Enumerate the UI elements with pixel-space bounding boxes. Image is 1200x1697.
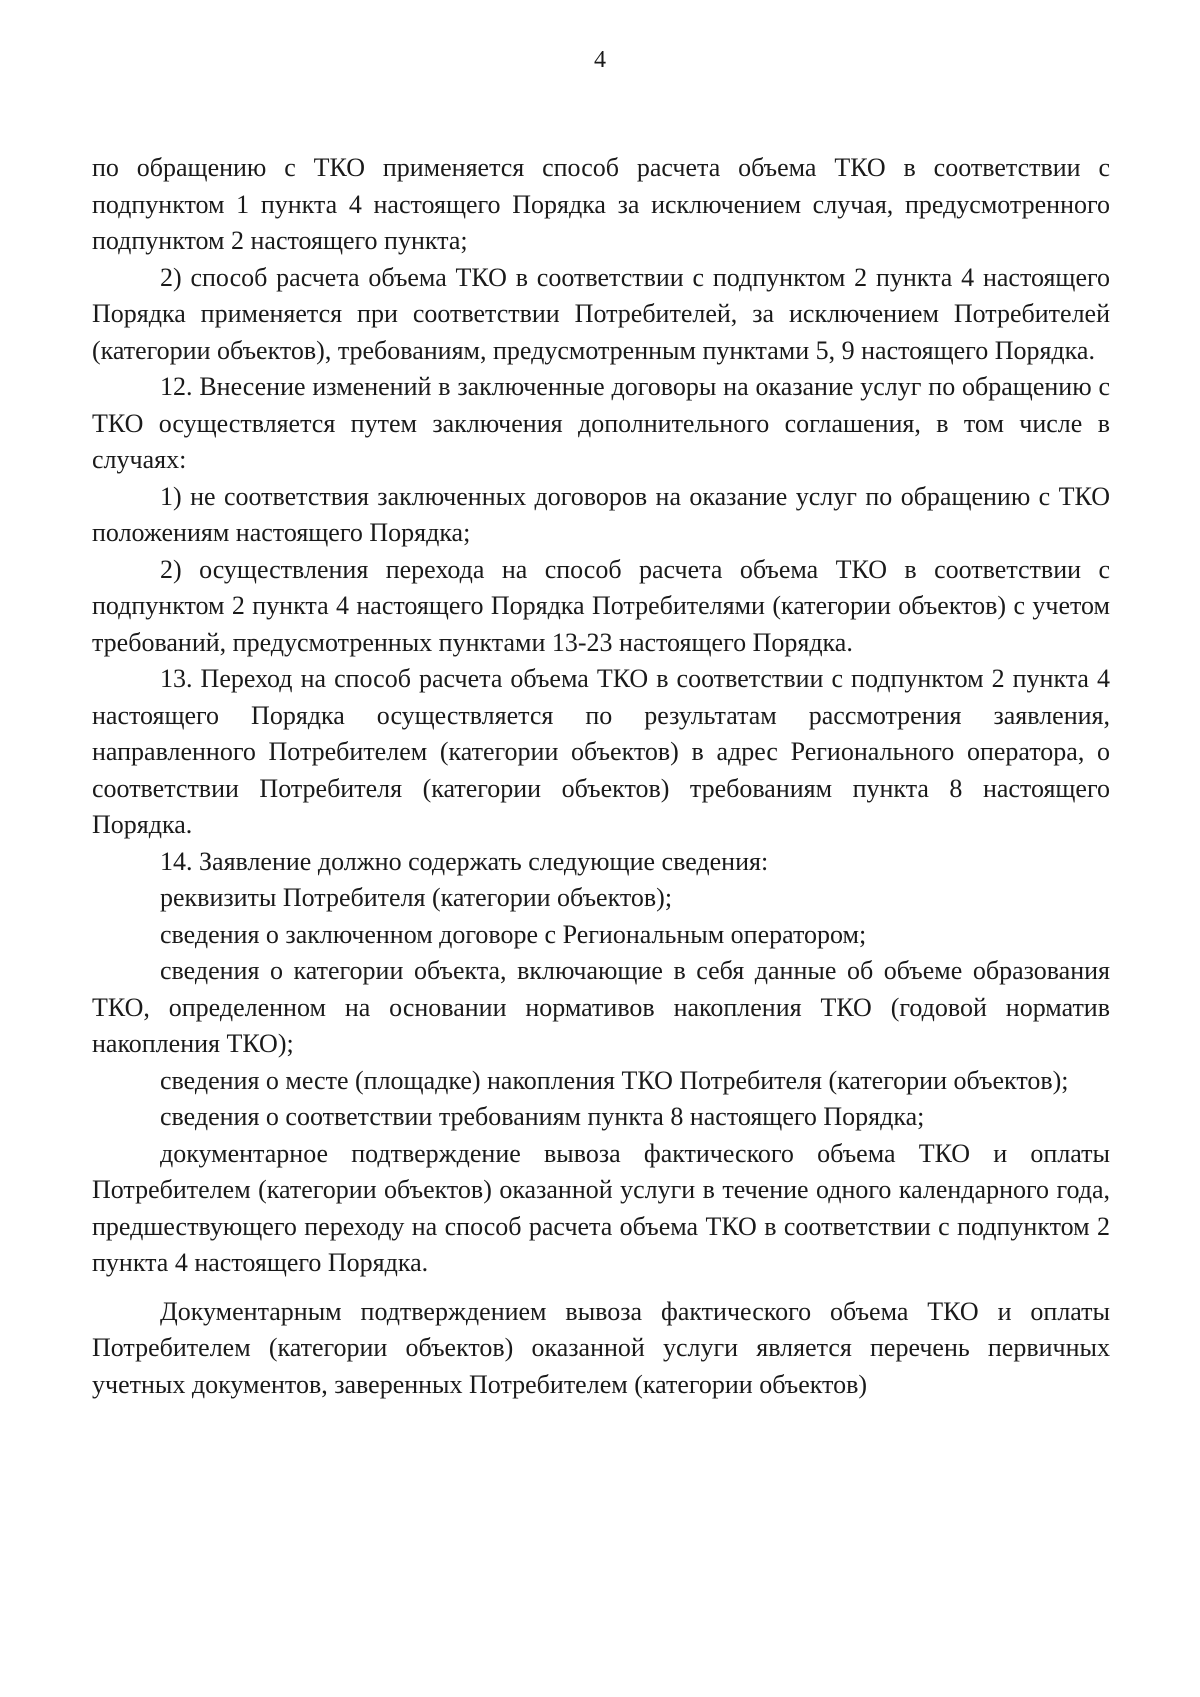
list-item-contract-info: сведения о заключенном договоре с Региональным оператором; [160,919,867,949]
list-item-site-info: сведения о месте (площадке) накопления ТКО Потребителя (категории объектов); [160,1065,1069,1095]
list-item-documentary-confirmation: документарное подтверждение вывоза фактического объема ТКО и оплаты Потребителем (категории объектов) оказанной услуги в течение одного календарного года, предшествующего переходу на способ расчета объема ТКО в соответствии с подпунктом 2 пункта 4 настоящего Порядка. [92,1138,1110,1277]
document-body [92,150,1110,1403]
list-item-requisites: реквизиты Потребителя (категории объектов); [160,883,673,912]
list-item-compliance-info: сведения о соответствии требованиям пункта 8 настоящего Порядка; [160,1102,925,1131]
paragraph-clause-12-item-1: 1) не соответствия заключенных договоров на оказание услуг по обращению с ТКО положениям настоящего Порядка; [92,481,1110,547]
page-number: 4 [594,47,606,73]
paragraph-continuation: по обращению с ТКО применяется способ расчета объема ТКО в соответствии с подпунктом 1 пункта 4 настоящего Порядка за исключением случая, предусмотренного подпунктом 2 настоящего пункта; [92,153,1110,255]
paragraph-clause-12: 12. Внесение изменений в заключенные договоры на оказание услуг по обращению с ТКО осуществляется путем заключения дополнительного соглашения, в том числе в случаях: [92,372,1110,474]
paragraph-documentary-definition: Документарным подтверждением вывоза фактического объема ТКО и оплаты Потребителем (категории объектов) оказанной услуги является перечень первичных учетных документов, заверенных Потребителем (категории объектов) [92,1296,1110,1399]
paragraph-subitem-2: 2) способ расчета объема ТКО в соответствии с подпунктом 2 пункта 4 настоящего Порядка применяется при соответствии Потребителей, за исключением Потребителей (категории объектов), требованиям, предусмотренным пунктами 5, 9 настоящего Порядка. [92,262,1110,365]
paragraph-clause-13: 13. Переход на способ расчета объема ТКО в соответствии с подпунктом 2 пункта 4 настоящего Порядка осуществляется по результатам рассмотрения заявления, направленного Потребителем (категории объектов) в адрес Регионального оператора, о соответствии Потребителя (категории объектов) требованиям пункта 8 настоящего Порядка. [92,664,1110,839]
list-item-category-info: сведения о категории объекта, включающие в себя данные об объеме образования ТКО, определенном на основании нормативов накопления ТКО (годовой норматив накопления ТКО); [92,956,1110,1058]
paragraph-clause-14: 14. Заявление должно содержать следующие сведения: [160,846,769,876]
paragraph-clause-12-item-2: 2) осуществления перехода на способ расчета объема ТКО в соответствии с подпунктом 2 пункта 4 настоящего Порядка Потребителями (категории объектов) с учетом требований, предусмотренных пунктами 13-23 настоящего Порядка. [92,554,1110,657]
